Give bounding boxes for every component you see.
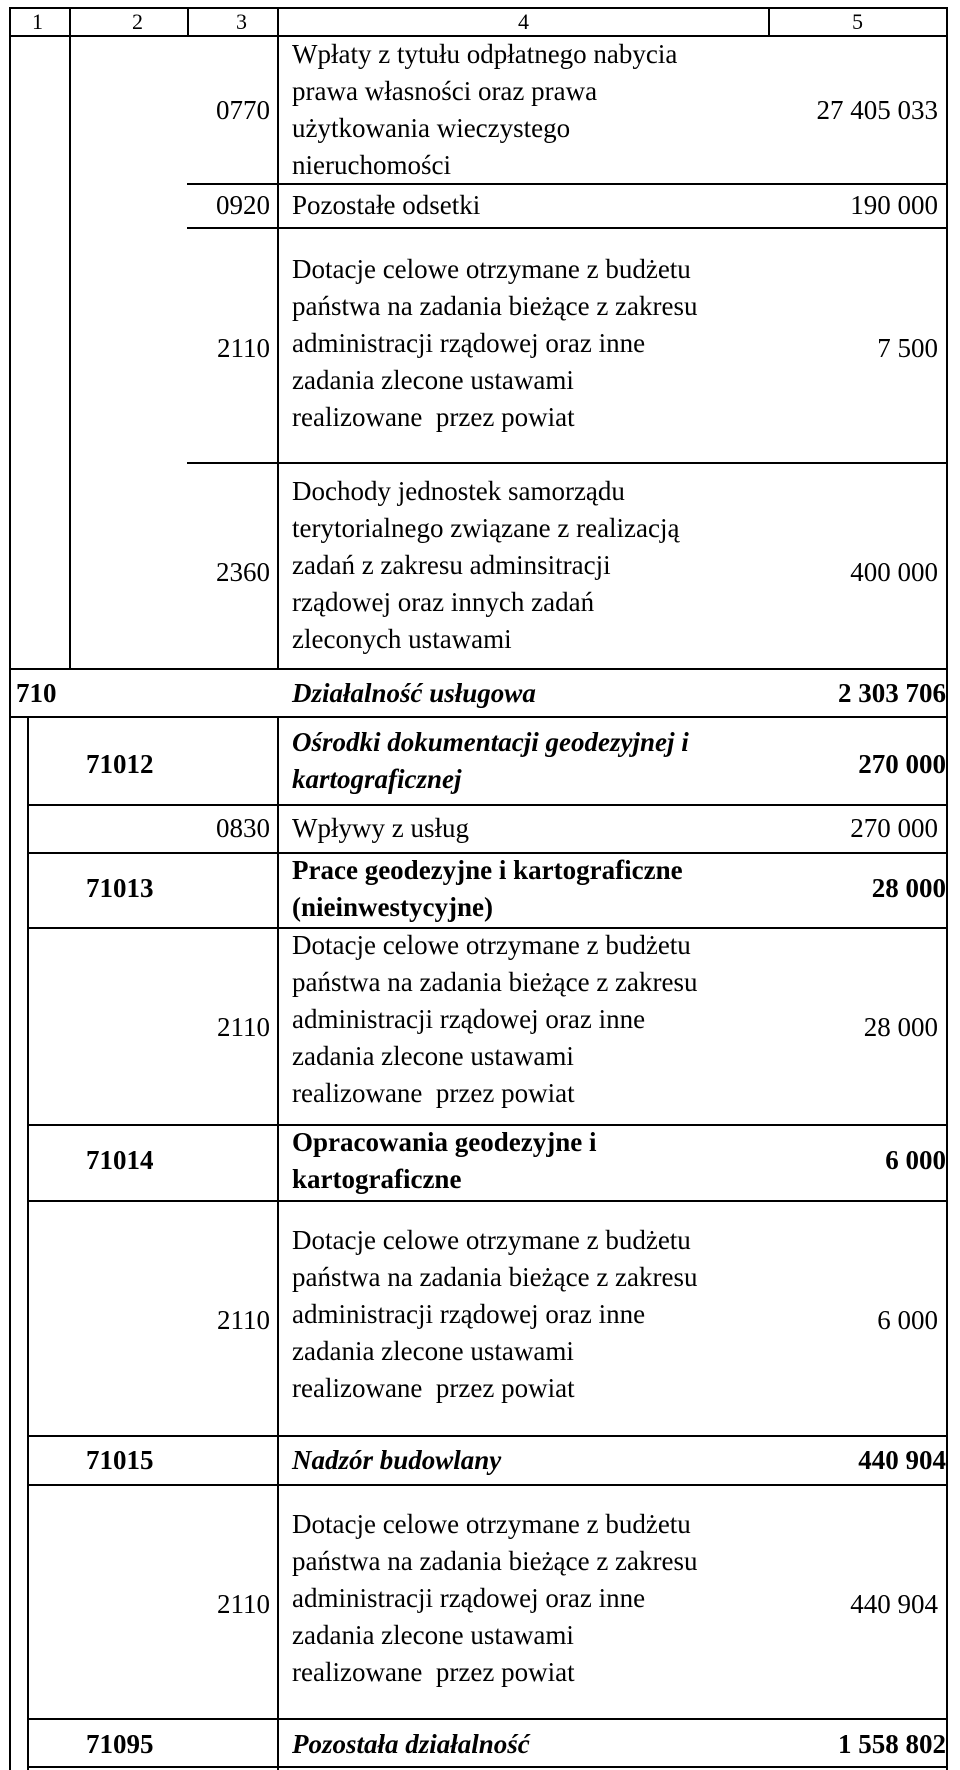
chapter-71013-code: 71013 (86, 873, 154, 903)
row-line-0920 (187, 227, 948, 229)
row-2110-code: 2110 (217, 333, 270, 363)
row-2110-description: Dotacje celowe otrzymane z budżetu państwa na zadania bieżące z zakresu administracji rządowej oraz inne zadania zlecone ustawami realizowane przez powiat (292, 930, 698, 1108)
row-2360-amount: 400 000 (850, 557, 938, 587)
row-0770-amount: 27 405 033 (816, 95, 938, 125)
chapter-71013-name: Prace geodezyjne i kartograficzne (nieinwestycyjne) (292, 855, 683, 922)
row-2110-amount: 6 000 (877, 1305, 938, 1335)
row-0830-code: 0830 (216, 813, 270, 843)
chapter-71015-code: 71015 (86, 1445, 154, 1475)
row-2110-code: 2110 (217, 1589, 270, 1619)
row-2110-code: 2110 (217, 1012, 270, 1042)
col-divider-a1 (69, 35, 71, 669)
row-line-71014 (27, 1200, 948, 1202)
chapter-71012-code: 71012 (86, 749, 154, 779)
division-710-name: Działalność usługowa (292, 678, 536, 708)
row-2110-amount: 28 000 (863, 1012, 938, 1042)
chapter-71095-name: Pozostała działalność (292, 1729, 530, 1759)
table-border-left (9, 7, 11, 1770)
row-0770-code: 0770 (216, 95, 270, 125)
row-2110-code: 2110 (217, 1305, 270, 1335)
row-0920-description: Pozostałe odsetki (292, 190, 481, 220)
row-2110-amount: 440 904 (850, 1589, 938, 1619)
row-2360-code: 2360 (216, 557, 270, 587)
row-2110-description: Dotacje celowe otrzymane z budżetu państwa na zadania bieżące z zakresu administracji rządowej oraz inne zadania zlecone ustawami realizowane przez powiat (292, 1509, 698, 1687)
row-line-2110a (187, 462, 948, 464)
chapter-71014-name: Opracowania geodezyjne i kartograficzne (292, 1127, 597, 1194)
col-divider-a2 (277, 35, 279, 669)
chapter-71014-amount: 6 000 (885, 1145, 946, 1175)
row-line-71015 (27, 1484, 948, 1486)
header-col-1: 1 (32, 9, 43, 34)
chapter-71014-code: 71014 (86, 1145, 154, 1175)
row-0920-code: 0920 (216, 190, 270, 220)
row-2110-amount: 7 500 (877, 333, 938, 363)
row-0920-amount: 190 000 (850, 190, 938, 220)
chapter-71012-name: Ośrodki dokumentacji geodezyjnej i kartograficznej (292, 727, 689, 794)
chapter-71013-amount: 28 000 (871, 873, 946, 903)
row-line-2110d (27, 1718, 948, 1720)
header-col-5: 5 (852, 9, 863, 34)
header-col-4: 4 (518, 9, 529, 34)
row-line-71095 (27, 1766, 948, 1768)
chapter-71015-name: Nadzór budowlany (292, 1445, 502, 1475)
header-col-2: 2 (132, 9, 143, 34)
division-710-amount: 2 303 706 (838, 678, 946, 708)
header-divider-3 (277, 7, 279, 37)
header-col-3: 3 (236, 9, 247, 34)
chapter-71095-code: 71095 (86, 1729, 154, 1759)
col-divider-b2 (277, 716, 279, 1770)
chapter-71012-amount: 270 000 (858, 749, 946, 779)
header-divider-4 (768, 7, 770, 37)
chapter-71095-amount: 1 558 802 (838, 1729, 946, 1759)
table-border-right (946, 7, 948, 1770)
row-line-710-top (9, 668, 948, 670)
division-710-code: 710 (16, 678, 57, 708)
row-line-71012 (27, 804, 948, 806)
row-2110-description: Dotacje celowe otrzymane z budżetu państwa na zadania bieżące z zakresu administracji rządowej oraz inne zadania zlecone ustawami realizowane przez powiat (292, 1225, 698, 1403)
row-0830-description: Wpływy z usług (292, 813, 469, 843)
row-line-710-bottom (9, 716, 948, 718)
col-divider-b1 (27, 716, 29, 1770)
row-2360-description: Dochody jednostek samorządu terytorialnego związane z realizacją zadań z zakresu adminsitracji rządowej oraz innych zadań zleconych ustawami (292, 476, 680, 654)
row-0830-amount: 270 000 (850, 813, 938, 843)
row-line-2110c (27, 1435, 948, 1437)
header-top-border (9, 7, 948, 9)
header-divider-2 (187, 7, 189, 37)
header-divider-1 (69, 7, 71, 37)
chapter-71015-amount: 440 904 (858, 1445, 946, 1475)
row-2110-description: Dotacje celowe otrzymane z budżetu państwa na zadania bieżące z zakresu administracji rządowej oraz inne zadania zlecone ustawami realizowane przez powiat (292, 254, 698, 432)
row-0770-description: Wpłaty z tytułu odpłatnego nabycia prawa własności oraz prawa użytkowania wieczystego nieruchomości (292, 39, 678, 180)
